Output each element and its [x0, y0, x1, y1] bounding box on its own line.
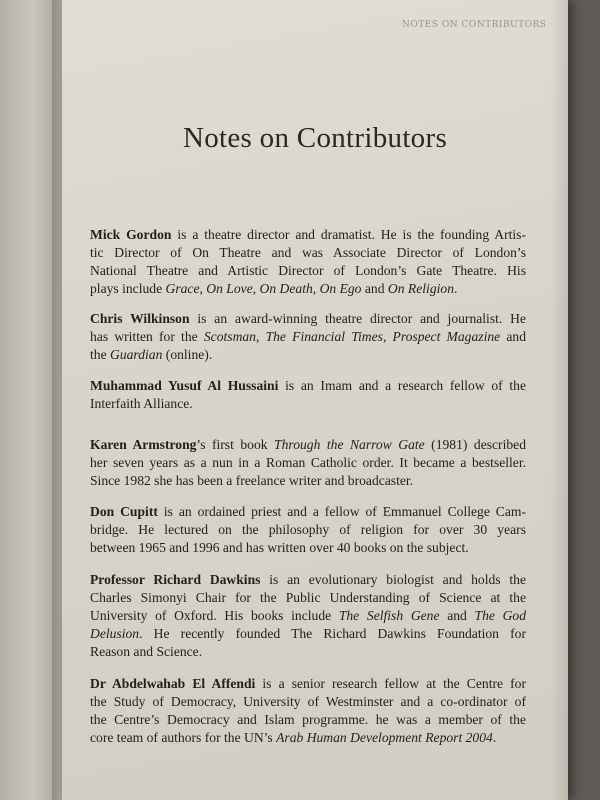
- entry-line: the Centre’s Democracy and Islam programme. he was a member of the: [90, 712, 526, 727]
- entry-line: Chris Wilkinson is an award-winning theatre director and journalist. He: [90, 311, 526, 326]
- entry-line: plays include Grace, On Love, On Death, On Ego and On Religion.: [90, 281, 458, 296]
- work-title: On Religion: [387, 281, 454, 296]
- entry-line: Interfaith Alliance.: [90, 396, 193, 411]
- contributor-name: Chris Wilkinson: [90, 311, 190, 326]
- entry-line: has written for the Scotsman, The Financial Times, Prospect Magazine and: [90, 329, 526, 344]
- entry-line: Delusion. He recently founded The Richard Dawkins Foundation for: [90, 626, 526, 641]
- entry-line: National Theatre and Artistic Director of London’s Gate Theatre. His: [90, 263, 526, 278]
- book-page: [62, 0, 568, 800]
- contributor-name: Mick Gordon: [90, 227, 172, 242]
- entry-line: Dr Abdelwahab El Affendi is a senior research fellow at the Centre for: [90, 676, 526, 691]
- entry-line: core team of authors for the UN’s Arab Human Development Report 2004.: [90, 730, 497, 745]
- work-title: Delusion: [90, 626, 140, 641]
- entry-line: the Study of Democracy, University of Westminster and a co-ordinator of: [90, 694, 526, 709]
- work-title: Grace: [165, 281, 200, 296]
- entry-line: between 1965 and 1996 and has written over 40 books on the subject.: [90, 540, 469, 555]
- contributor-entry-karen-armstrong: [90, 436, 526, 490]
- contributor-name: Don Cupitt: [90, 504, 158, 519]
- contributor-name: Muhammad Yusuf Al Hussaini: [90, 378, 279, 393]
- entry-line: Don Cupitt is an ordained priest and a fellow of Emmanuel College Cam-: [90, 504, 527, 519]
- work-title: On Death: [259, 281, 313, 296]
- entry-line: Since 1982 she has been a freelance writer and broadcaster.: [90, 473, 414, 488]
- entry-line: tic Director of On Theatre and was Associate Director of London’s: [90, 245, 526, 260]
- work-title: On Love: [206, 281, 253, 296]
- entry-line: her seven years as a nun in a Roman Catholic order. It became a bestseller.: [90, 455, 526, 470]
- entry-line: the Guardian (online).: [90, 347, 213, 362]
- entry-line: bridge. He lectured on the philosophy of religion for over 30 years: [90, 522, 526, 537]
- work-title: The Selfish Gene: [338, 608, 440, 623]
- entry-line: Mick Gordon is a theatre director and dramatist. He is the founding Artis-: [90, 227, 526, 242]
- entry-line: Muhammad Yusuf Al Hussaini is an Imam and a research fellow of the: [90, 378, 526, 393]
- contributor-entry-don-cupitt: [90, 503, 526, 557]
- facing-page-edge: [0, 0, 60, 800]
- entry-line: University of Oxford. His books include The Selfish Gene and The God: [90, 608, 526, 623]
- work-title: Guardian: [110, 347, 163, 362]
- running-head: NOTES ON CONTRIBUTORS: [402, 20, 547, 30]
- entry-line: Karen Armstrong’s first book Through the Narrow Gate (1981) described: [90, 437, 526, 452]
- work-title: The Financial Times: [265, 329, 383, 344]
- work-title: Scotsman: [203, 329, 256, 344]
- contributor-name: Dr Abdelwahab El Affendi: [90, 676, 256, 691]
- contributor-name: Karen Armstrong: [90, 437, 197, 452]
- page-title: Notes on Contributors: [182, 122, 448, 154]
- entry-line: Professor Richard Dawkins is an evolutionary biologist and holds the: [90, 572, 526, 587]
- work-title: The God: [474, 608, 526, 623]
- work-title: Arab Human Development Report 2004: [276, 730, 493, 745]
- contributor-entry-el-affendi: [90, 675, 526, 747]
- contributor-entry-chris-wilkinson: [90, 310, 526, 364]
- contributor-entry-al-hussaini: [90, 377, 526, 413]
- contributor-name: Professor Richard Dawkins: [90, 572, 261, 587]
- work-title: On Ego: [319, 281, 362, 296]
- contributor-entry-richard-dawkins: [90, 571, 526, 661]
- entry-line: Charles Simonyi Chair for the Public Understanding of Science at the: [90, 590, 526, 605]
- entry-line: Reason and Science.: [90, 644, 203, 659]
- contributor-entry-mick-gordon: [90, 226, 526, 298]
- work-title: Through the Narrow Gate: [274, 437, 425, 452]
- work-title: Prospect Magazine: [392, 329, 501, 344]
